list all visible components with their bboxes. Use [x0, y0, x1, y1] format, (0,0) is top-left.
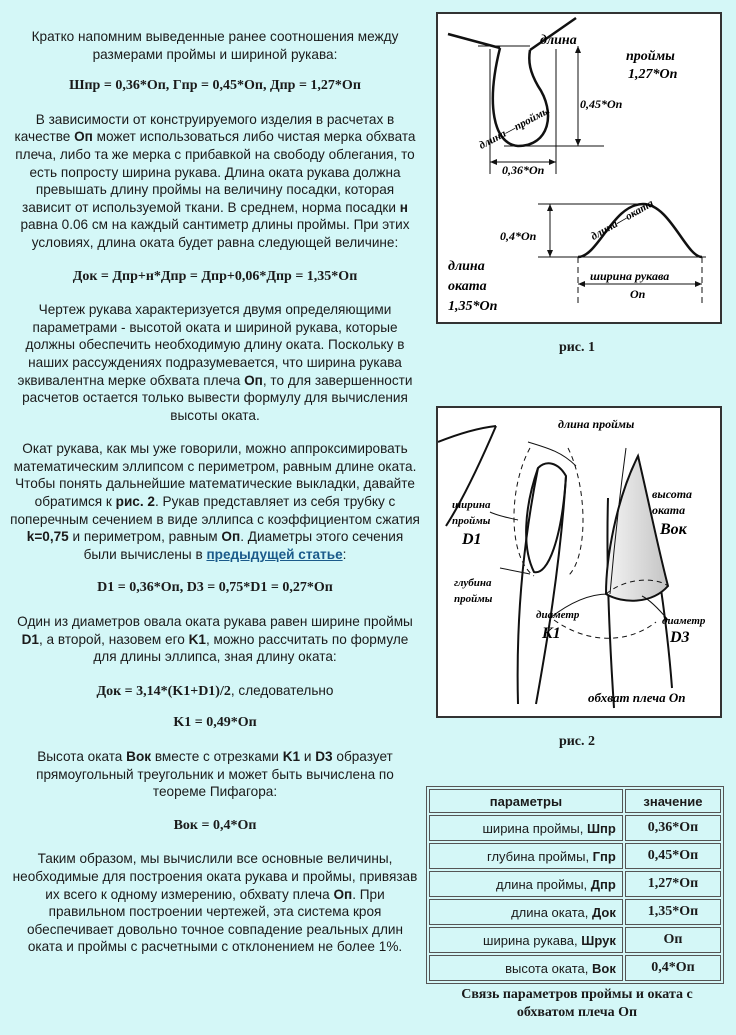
paragraph-conclusion: Таким образом, мы вычислили все основные величины, необходимые для построения оката рукава и проймы, привязав их всего к одному измерению, обхвату плеча Оп. При правильном построении чертежей, эта система кроя обеспечивает довольно точное совпадение реальных длин оката и проймы с расчетными с отклонением не более 1%. [12, 851, 418, 955]
previous-article-link[interactable]: предыдущей статье [206, 546, 343, 562]
sleeve-cap-shape [606, 456, 668, 601]
label-armhole-line3: 1,27*Оп [628, 67, 678, 82]
label-vok: Вок [660, 521, 687, 538]
formula-armhole: Шпр = 0,36*Оп, Гпр = 0,45*Оп, Дпр = 1,27*Оп [69, 78, 361, 94]
figure-2-caption: рис. 2 [558, 734, 596, 749]
label-width-line1: ширина [452, 499, 491, 511]
formula-ellipse-length: Док = 3,14*(K1+D1)/2, следовательно [96, 682, 334, 699]
label-cap-height: 0,4*Оп [500, 229, 537, 243]
figure-1 [436, 12, 722, 324]
armhole-arrows [490, 46, 581, 165]
label-armhole-length: длина проймы [558, 417, 635, 431]
paragraph-k1: Один из диаметров овала оката рукава равен ширине проймы D1, а второй, назовем его K1, можно рассчитать по формуле для длины эллипса, зная длину оката: [17, 614, 413, 665]
label-diameter-d: диаметр [662, 615, 706, 627]
label-height-line2: оката [652, 503, 686, 517]
figure-1-caption: рис. 1 [558, 340, 596, 355]
label-width-line2: проймы [452, 515, 491, 527]
armhole-drawing [448, 18, 604, 174]
label-d1: D1 [462, 531, 482, 548]
figure-1-drawing [438, 14, 720, 322]
parameters-table [426, 786, 724, 984]
label-d3: D3 [670, 629, 690, 646]
header-parameters: параметры [429, 789, 623, 813]
formula-cap-length: Док = Дпр+н*Дпр = Дпр+0,06*Дпр = 1,35*Оп [72, 268, 358, 284]
paragraph-sleeve-params: Чертеж рукава характеризуется двумя определяющими параметрами - высотой оката и шириной рукава, которые должны обеспечить необходимую длину оката. Поскольку в наших рассуждениях подразумевается, что ширина рукава эквивалентна мерке обхвата плеча Оп, то для завершенности расчетов остается только вывести формулу для вычисления высоты оката. [17, 302, 413, 423]
label-height-line1: высота [652, 487, 693, 501]
label-shoulder-girth: обхват плеча Оп [588, 690, 686, 705]
figure-2 [436, 406, 722, 718]
label-diameter-k: диаметр [536, 609, 580, 621]
label-sleeve-width: ширина рукава [590, 269, 670, 283]
formula-cap-height: Вок = 0,4*Оп [173, 817, 257, 833]
table-caption: Связь параметров проймы и оката с обхватом плеча Оп [461, 987, 693, 1020]
label-armhole-curve: длина—проймы [477, 104, 552, 152]
label-sleeve-op: Оп [630, 287, 646, 301]
table-row: высота оката, Вок 0,4*Оп [429, 955, 721, 981]
paragraph-ellipse: Окат рукава, как мы уже говорили, можно аппроксимировать математическим эллипсом с периметром, равным длине оката. Чтобы понять дальнейшие математические выкладки, давайте обратимся к рис. 2. Рукав представляет из себя трубку с поперечным сечением в виде эллипса с коэффициентом сжатия k=0,75 и периметром, равным Оп. Диаметры этого сечения были вычислены в предыдущей статье: [10, 441, 420, 562]
table-row: ширина рукава, Шрук Оп [429, 927, 721, 953]
table-row: глубина проймы, Гпр 0,45*Оп [429, 843, 721, 869]
label-cap-line3: 1,35*Оп [448, 299, 498, 314]
label-armhole-line1: длина [540, 33, 577, 48]
label-depth-line1: глубина [454, 577, 492, 589]
table-row: длина оката, Док 1,35*Оп [429, 899, 721, 925]
label-armhole-depth: 0,45*Оп [580, 97, 623, 111]
label-k1: K1 [542, 625, 561, 642]
article-text [10, 28, 420, 956]
label-cap-line2: оката [448, 279, 487, 294]
table-row: ширина проймы, Шпр 0,36*Оп [429, 815, 721, 841]
table-header [429, 789, 721, 813]
formula-diameters: D1 = 0,36*Оп, D3 = 0,75*D1 = 0,27*Оп [97, 580, 333, 596]
label-armhole-width: 0,36*Оп [502, 163, 545, 177]
header-value: значение [625, 789, 721, 813]
label-depth-line2: проймы [454, 593, 493, 605]
figure-2-drawing [438, 408, 720, 716]
formula-k1: K1 = 0,49*Оп [173, 715, 257, 731]
label-armhole-line2: проймы [626, 49, 675, 64]
paragraph-pythagoras: Высота оката Вок вместе с отрезками K1 и D3 образует прямоугольный треугольник и может быть вычислена по теореме Пифагора: [36, 749, 394, 800]
paragraph-measure: В зависимости от конструируемого изделия в расчетах в качестве Оп может использоваться либо чистая мерка обхвата плеча, либо та же мерка с прибавкой на свободу облегания, то есть попросту ширина рукава. Длина оката рукава должна превышать длину проймы на величину посадки, которая зависит от используемой ткани. В среднем, норма посадки н равна 0.06 см на каждый сантиметр длины проймы. При этих условиях, длина оката будет равна следующей величине: [14, 111, 416, 250]
table-row: длина проймы, Дпр 1,27*Оп [429, 871, 721, 897]
label-cap-curve: длина—оката [588, 197, 656, 243]
intro-paragraph: Кратко напомним выведенные ранее соотношения между размерами проймы и шириной рукава: [31, 29, 399, 62]
label-cap-line1: длина [448, 259, 485, 274]
armhole-shape [526, 463, 566, 572]
